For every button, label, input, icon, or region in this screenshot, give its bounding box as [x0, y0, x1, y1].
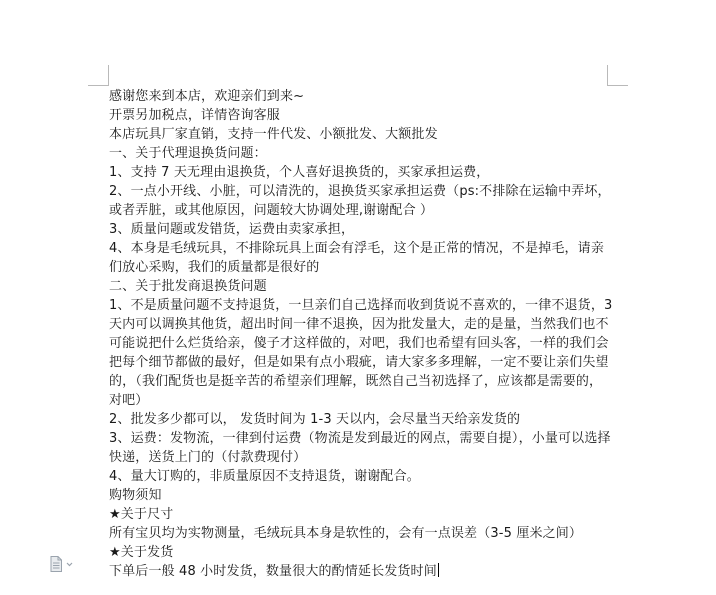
doc-heading-wholesale-returns: 二、关于批发商退换货问题 — [109, 279, 267, 294]
doc-heading-shipping: ★关于发货 — [109, 545, 174, 560]
document-page-icon[interactable] — [50, 556, 76, 572]
doc-line-shipping: 下单后一般 48 小时发货，数量很大的酌情延长发货时间 — [109, 564, 437, 579]
doc-heading-size: ★关于尺寸 — [109, 507, 174, 522]
doc-line-agent-4: 4、本身是毛绒玩具，不排除玩具上面会有浮毛，这个是正常的情况，不是掉毛，请亲们放心采购，我们的质量都是很好的 — [109, 241, 604, 275]
doc-line-wholesale-4: 4、量大订购的，非质量原因不支持退货，谢谢配合。 — [109, 469, 420, 484]
doc-line-agent-2: 2、一点小开线、小脏，可以清洗的，退换货买家承担运费（ps:不排除在运输中弄坏，或者弄脏，或其他原因，问题较大协调处理,谢谢配合 ） — [109, 184, 611, 218]
crop-mark-top-left-horizontal — [88, 85, 109, 86]
doc-heading-shopping-notes: 购物须知 — [109, 488, 162, 503]
crop-mark-top-right-horizontal — [607, 85, 628, 86]
document-body[interactable] — [109, 87, 614, 581]
doc-line-agent-1: 1、支持 7 天无理由退换货，个人喜好退换货的，买家承担运费， — [109, 165, 490, 180]
doc-line-factory: 本店玩具厂家直销，支持一件代发、小额批发、大额批发 — [109, 127, 438, 142]
doc-line-invoice: 开票另加税点，详情咨询客服 — [109, 108, 280, 123]
doc-line-wholesale-2: 2、批发多少都可以， 发货时间为 1-3 天以内，会尽量当天给亲发货的 — [109, 412, 521, 427]
doc-line-wholesale-3: 3、运费：发物流，一律到付运费（物流是发到最近的网点，需要自提），小量可以选择快递，送货上门的（付款费现付） — [109, 431, 611, 465]
doc-line-shipping-wrapper — [109, 562, 614, 581]
doc-heading-agent-returns: 一、关于代理退换货问题： — [109, 146, 267, 161]
doc-line-size: 所有宝贝均为实物测量，毛绒玩具本身是软性的，会有一点误差（3-5 厘米之间） — [109, 526, 583, 541]
crop-mark-top-left-vertical — [108, 65, 109, 86]
document-page-icon-graphic — [50, 556, 76, 572]
crop-mark-top-right-vertical — [607, 65, 608, 86]
doc-line-welcome: 感谢您来到本店，欢迎亲们到来~ — [109, 89, 305, 104]
doc-line-agent-3: 3、质量问题或发错货，运费由卖家承担， — [109, 222, 355, 237]
text-cursor — [438, 563, 439, 577]
doc-line-wholesale-1: 1、不是质量问题不支持退货，一旦亲们自己选择而收到货说不喜欢的，一律不退货，3 天内可以调换其他货，超出时间一律不退换，因为批发量大，走的是量，当然我们也不可能说把什么烂货给亲，傻子才这样做的，对吧，我们也希望有回头客，一样的我们会把每个细节都做的最好，但是如果有点小瑕疵，请大家多多理解，一定不要让亲们失望的，（我们配货也是挺辛苦的希望亲们理解，既然自己当初选择了，应该都是需要的，对吧） — [109, 298, 613, 408]
